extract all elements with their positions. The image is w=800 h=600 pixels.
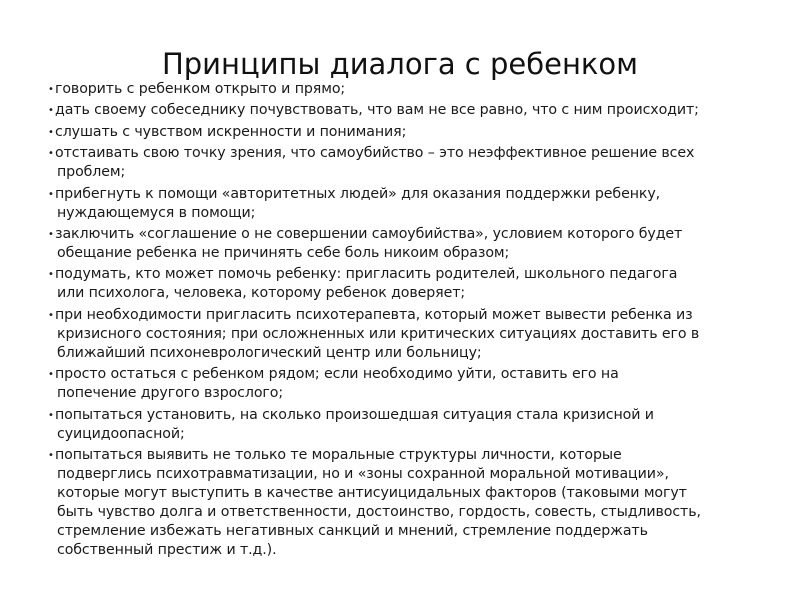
bullet-icon: • xyxy=(48,188,54,200)
list-item xyxy=(48,225,788,263)
list-item xyxy=(48,446,788,560)
list-item xyxy=(48,265,788,303)
list-item-text: говорить с ребенком открыто и прямо; xyxy=(55,81,346,97)
list-item xyxy=(48,365,788,403)
list-item-text: кризисного состояния; при осложненных или критических ситуациях доставить его в xyxy=(57,325,700,342)
list-item xyxy=(48,306,788,363)
list-item xyxy=(48,80,788,99)
list-item-text: дать своему собеседнику почувствовать, что вам не все равно, что с ним происходит; xyxy=(55,102,699,119)
bullet-icon: • xyxy=(48,269,54,281)
list-item-text: ближайший психоневрологический центр или больницу; xyxy=(57,344,482,361)
list-item xyxy=(48,185,788,223)
list-item xyxy=(48,144,788,182)
bullet-icon: • xyxy=(48,228,54,240)
bullet-icon: • xyxy=(48,105,54,117)
list-item-text: подумать, кто может помочь ребенку: пригласить родителей, школьного педагога xyxy=(55,266,678,283)
list-item-text: обещание ребенка не причинять себе боль никоим образом; xyxy=(57,244,510,261)
list-item-text: суицидоопасной; xyxy=(57,425,185,442)
list-item-text: попытаться выявить не только те моральные структуры личности, которые xyxy=(55,446,622,463)
list-item-text: попытаться установить, на сколько произошедшая ситуация стала кризисной и xyxy=(55,406,654,423)
bullet-icon: • xyxy=(48,409,54,421)
bullet-icon: • xyxy=(48,309,54,321)
list-item-text: стремление избежать негативных санкций и мнений, стремление поддержать xyxy=(57,522,648,539)
bullet-icon: • xyxy=(48,84,54,95)
list-item-text: проблем; xyxy=(57,164,126,181)
list-item-text: просто остаться с ребенком рядом; если необходимо уйти, оставить его на xyxy=(55,366,619,383)
list-item-text: которые могут выступить в качестве антисуицидальных факторов (таковыми могут xyxy=(57,484,687,501)
list-item-text: слушать с чувством искренности и понимания; xyxy=(55,123,407,140)
list-item xyxy=(48,123,788,142)
list-item xyxy=(48,101,788,120)
bullet-icon: • xyxy=(48,126,54,138)
list-item-text: при необходимости пригласить психотерапевта, который может вывести ребенка из xyxy=(55,306,693,323)
principles-list xyxy=(48,80,788,562)
list-item-text: нуждающемуся в помощи; xyxy=(57,204,256,221)
list-item-text: или психолога, человека, которому ребенок доверяет; xyxy=(57,285,466,302)
list-item-text: прибегнуть к помощи «авторитетных людей» для оказания поддержки ребенку, xyxy=(55,185,661,202)
list-item-text: подверглись психотравматизации, но и «зоны сохранной моральной мотивации», xyxy=(57,465,669,482)
list-item-text: отстаивать свою точку зрения, что самоубийство – это неэффективное решение всех xyxy=(55,145,695,162)
list-item-text: собственный престиж и т.д.). xyxy=(57,541,277,558)
list-item-text: быть чувство долга и ответственности, достоинство, гордость, совесть, стыдливость, xyxy=(57,503,701,520)
bullet-icon: • xyxy=(48,369,54,381)
slide-title: Принципы диалога с ребенком xyxy=(161,47,639,82)
bullet-icon: • xyxy=(48,148,54,160)
list-item xyxy=(48,406,788,444)
list-item-text: заключить «соглашение о не совершении самоубийства», условием которого будет xyxy=(55,225,683,242)
bullet-icon: • xyxy=(48,449,54,461)
list-item-text: попечение другого взрослого; xyxy=(57,385,284,402)
